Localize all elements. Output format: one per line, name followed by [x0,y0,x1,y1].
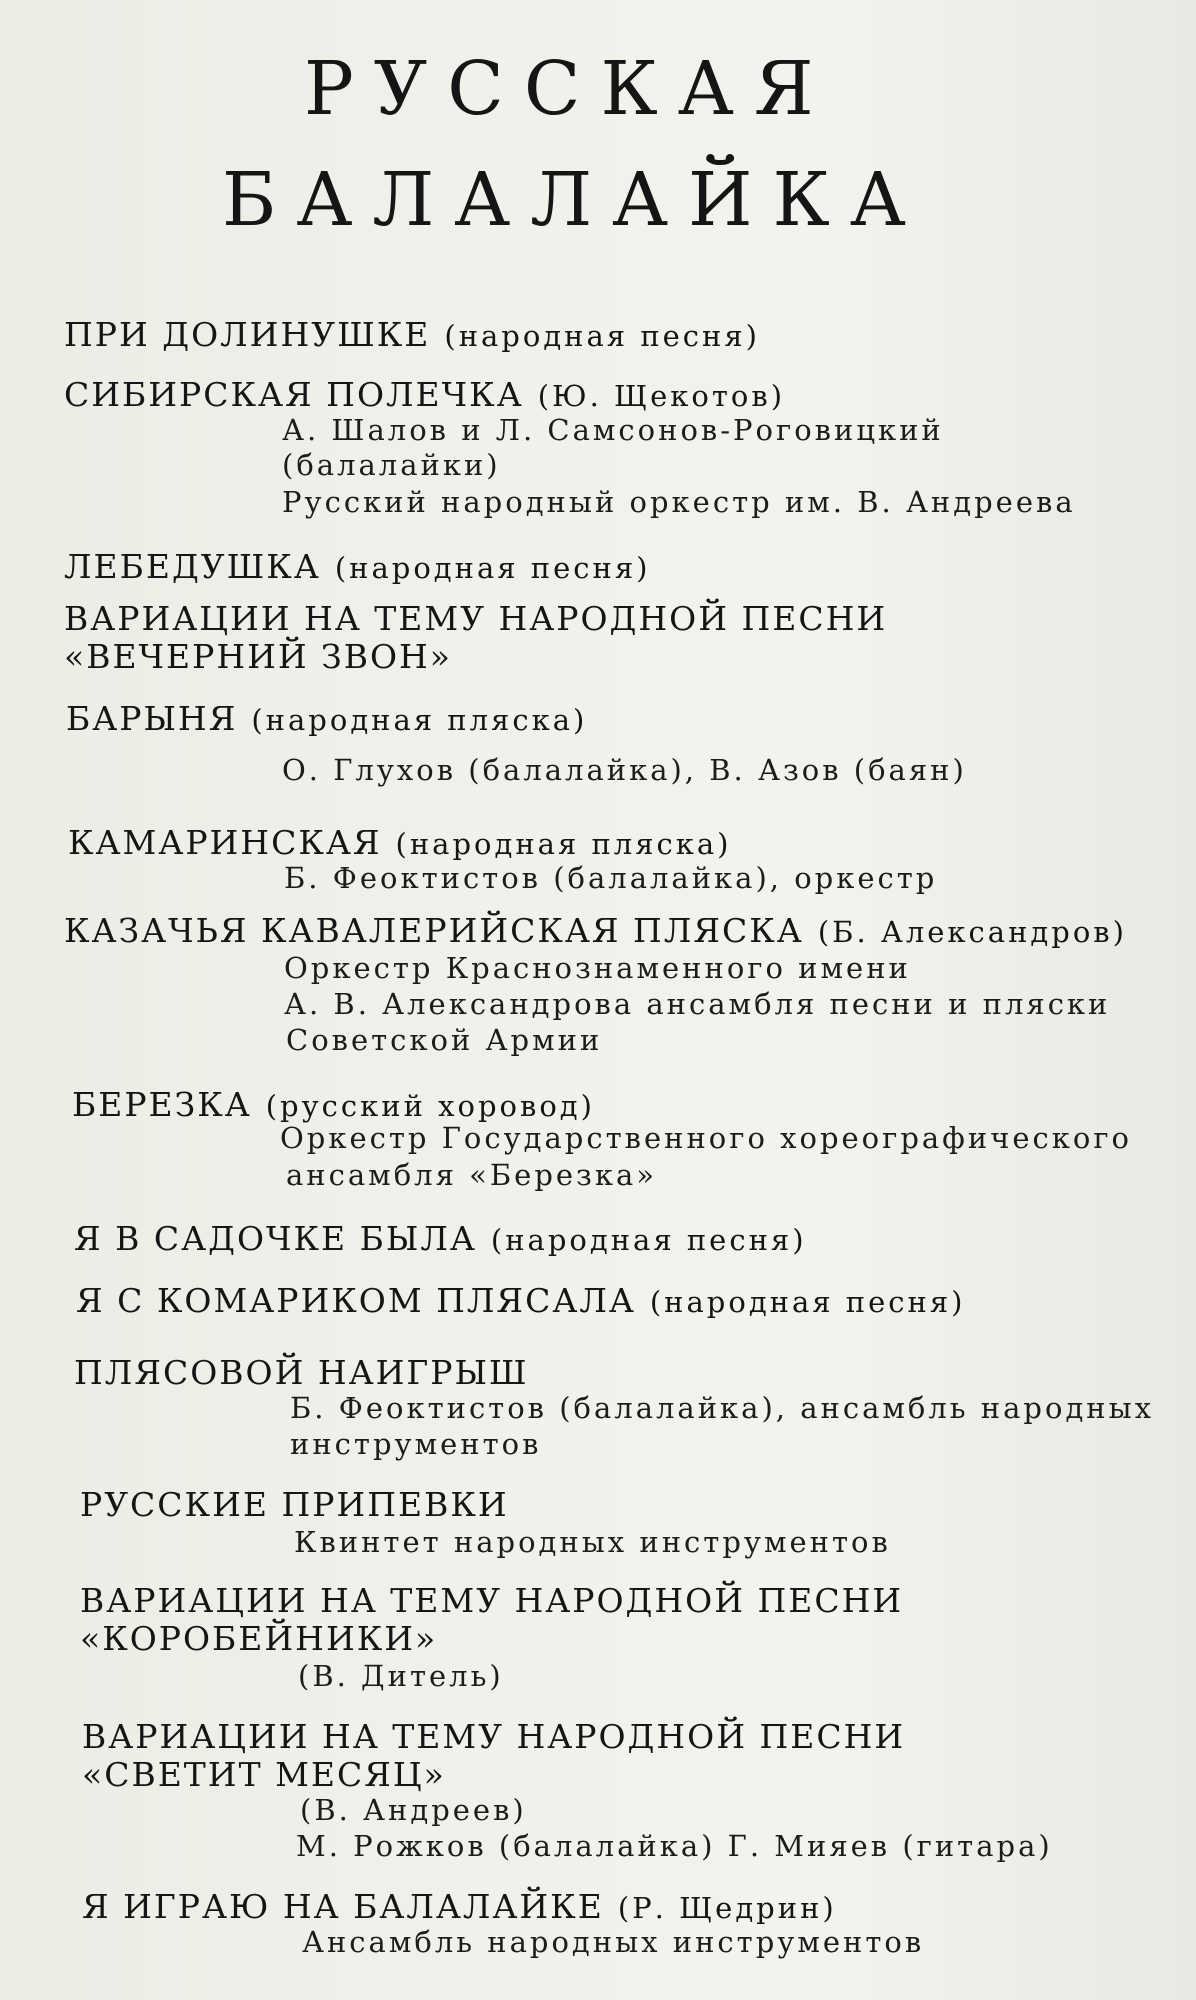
track-title: ЛЕБЕДУШКА [64,547,321,586]
track-title-continued: «КОРОБЕЙНИКИ» [80,1619,438,1658]
track-title-line [64,547,651,586]
track-title-line [82,1887,837,1926]
track-title: СИБИРСКАЯ ПОЛЕЧКА [64,375,524,414]
track-note: (народная пляска) [395,827,732,861]
track-title-continued: «СВЕТИТ МЕСЯЦ» [82,1755,446,1794]
track-performer: Советской Армии [286,1023,603,1057]
track-performer: М. Рожков (балалайка) Г. Мияев (гитара) [296,1829,1053,1863]
track-title-line [80,1485,509,1524]
track-note: (народная песня) [490,1223,807,1257]
track-note: (народная песня) [649,1285,966,1319]
track-title: КАЗАЧЬЯ КАВАЛЕРИЙСКАЯ ПЛЯСКА [64,911,804,950]
track-title-line [74,1353,529,1392]
album-title-line-1: РУССКАЯ [304,46,834,132]
track-performer: (балалайки) [282,448,501,482]
track-title-line [64,599,888,638]
track-title-line [76,1281,966,1320]
track-title-line [72,1085,595,1124]
track-performer: О. Глухов (балалайка), В. Азов (баян) [282,753,967,787]
track-title-line [64,911,1127,950]
track-title-line-2 [64,637,452,676]
track-performer: Б. Феоктистов (балалайка), ансамбль народных [290,1391,1155,1425]
track-performer: А. В. Александрова ансамбля песни и пляски [284,987,1111,1021]
track-title: Я С КОМАРИКОМ ПЛЯСАЛА [76,1281,636,1320]
track-title: ВАРИАЦИИ НА ТЕМУ НАРОДНОЙ ПЕСНИ [80,1581,904,1620]
track-title: ВАРИАЦИИ НА ТЕМУ НАРОДНОЙ ПЕСНИ [82,1717,906,1756]
track-title: Я В САДОЧКЕ БЫЛА [74,1219,477,1258]
track-title: ПЛЯСОВОЙ НАИГРЫШ [74,1353,529,1392]
track-title: БЕРЕЗКА [72,1085,252,1124]
track-note: (русский хоровод) [265,1089,595,1123]
track-note: (народная песня) [334,551,651,585]
track-title: Я ИГРАЮ НА БАЛАЛАЙКЕ [82,1887,604,1926]
track-title: РУССКИЕ ПРИПЕВКИ [80,1485,509,1524]
track-title-line [66,699,588,738]
track-title-line [80,1581,904,1620]
track-title: ПРИ ДОЛИНУШКЕ [64,315,431,354]
track-performer: инструментов [290,1427,542,1461]
track-title: ВАРИАЦИИ НА ТЕМУ НАРОДНОЙ ПЕСНИ [64,599,888,638]
track-title: КАМАРИНСКАЯ [68,823,382,862]
track-performer: Оркестр Краснознаменного имени [284,951,911,985]
track-performer: Квинтет народных инструментов [294,1525,891,1559]
track-note: (Ю. Щекотов) [537,379,786,413]
track-performer: Ансамбль народных инструментов [302,1925,925,1959]
track-performer: (В. Андреев) [300,1793,527,1827]
track-title-line-2 [80,1619,438,1658]
track-note: (народная песня) [444,319,760,353]
track-title-line-2 [82,1755,446,1794]
album-title-line-2: БАЛАЛАЙКА [222,157,926,243]
track-title-line [74,1219,807,1258]
track-title-line [64,375,786,414]
track-performer: Оркестр Государственного хореографического [280,1121,1133,1155]
track-performer: (В. Дитель) [298,1659,504,1693]
track-note: (Р. Щедрин) [617,1891,837,1925]
track-title-line [68,823,732,862]
track-performer: Русский народный оркестр им. В. Андреева [282,485,1076,519]
track-note: (народная пляска) [251,703,588,737]
track-title: БАРЫНЯ [66,699,238,738]
track-performer: Б. Феоктистов (балалайка), оркестр [284,861,938,895]
track-title-continued: «ВЕЧЕРНИЙ ЗВОН» [64,637,452,676]
track-title-line [64,315,760,354]
track-performer: ансамбля «Березка» [286,1158,658,1192]
track-title-line [82,1717,906,1756]
track-note: (Б. Александров) [817,915,1127,949]
track-performer: А. Шалов и Л. Самсонов-Роговицкий [282,413,944,447]
